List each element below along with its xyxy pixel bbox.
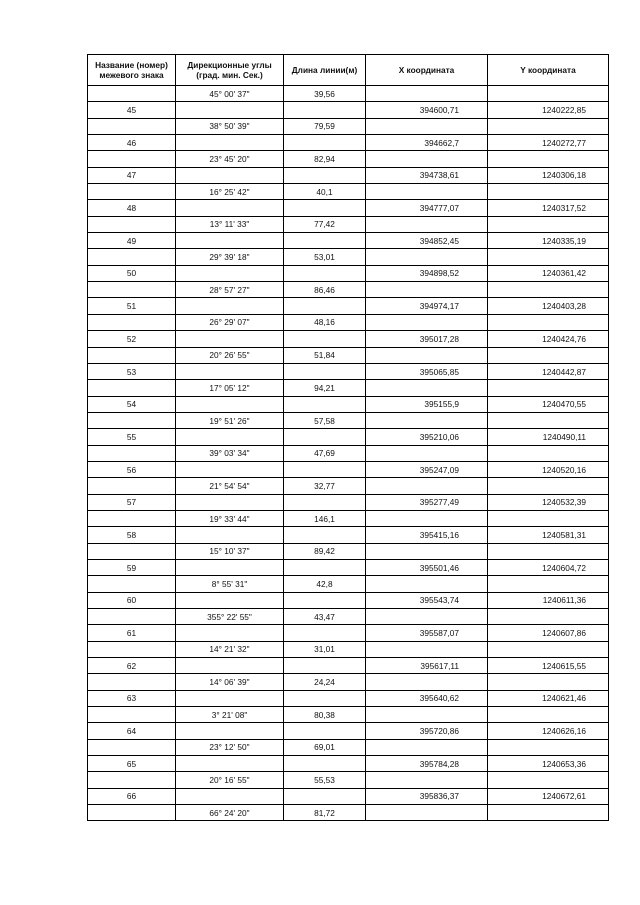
marker-name-cell: 64	[88, 723, 176, 739]
y-coordinate-cell	[488, 151, 609, 167]
x-coordinate-cell: 394662,7	[366, 135, 488, 151]
direction-angle-cell	[176, 788, 284, 804]
marker-name-cell: 66	[88, 788, 176, 804]
table-row	[88, 658, 609, 674]
x-coordinate-cell	[366, 118, 488, 134]
y-coordinate-cell	[488, 478, 609, 494]
table-header-row	[88, 55, 609, 86]
direction-angle-cell	[176, 559, 284, 575]
x-coordinate-cell	[366, 674, 488, 690]
x-coordinate-cell	[366, 151, 488, 167]
table-row	[88, 723, 609, 739]
y-coordinate-cell: 1240490,11	[488, 429, 609, 445]
x-coordinate-cell	[366, 445, 488, 461]
x-coordinate-cell: 395415,16	[366, 527, 488, 543]
line-length-cell	[284, 200, 366, 216]
x-coordinate-cell	[366, 380, 488, 396]
y-coordinate-cell: 1240306,18	[488, 167, 609, 183]
direction-angle-cell: 23° 12' 50"	[176, 739, 284, 755]
table-row	[88, 331, 609, 347]
x-coordinate-cell: 395720,86	[366, 723, 488, 739]
line-length-cell	[284, 363, 366, 379]
direction-angle-cell	[176, 200, 284, 216]
marker-name-cell	[88, 282, 176, 298]
direction-angle-cell	[176, 265, 284, 281]
x-coordinate-cell	[366, 216, 488, 232]
x-coordinate-cell: 395640,62	[366, 690, 488, 706]
table-row	[88, 216, 609, 232]
x-coordinate-cell	[366, 86, 488, 102]
direction-angle-cell: 13° 11' 33"	[176, 216, 284, 232]
x-coordinate-cell	[366, 772, 488, 788]
line-length-cell: 79,59	[284, 118, 366, 134]
table-row	[88, 200, 609, 216]
y-coordinate-cell: 1240672,61	[488, 788, 609, 804]
marker-name-cell: 48	[88, 200, 176, 216]
marker-name-cell	[88, 151, 176, 167]
marker-name-cell	[88, 805, 176, 821]
marker-name-cell: 65	[88, 756, 176, 772]
x-coordinate-cell	[366, 478, 488, 494]
x-coordinate-cell	[366, 314, 488, 330]
table-row	[88, 707, 609, 723]
marker-name-cell	[88, 478, 176, 494]
direction-angle-cell	[176, 167, 284, 183]
marker-name-cell	[88, 739, 176, 755]
marker-name-cell	[88, 543, 176, 559]
x-coordinate-cell: 395065,85	[366, 363, 488, 379]
table-row	[88, 559, 609, 575]
direction-angle-cell	[176, 331, 284, 347]
y-coordinate-cell	[488, 674, 609, 690]
direction-angle-cell: 3° 21' 08"	[176, 707, 284, 723]
table-row	[88, 609, 609, 625]
y-coordinate-cell: 1240653,36	[488, 756, 609, 772]
line-length-cell	[284, 527, 366, 543]
x-coordinate-cell: 395587,07	[366, 625, 488, 641]
marker-name-cell	[88, 510, 176, 526]
marker-name-cell: 47	[88, 167, 176, 183]
table-row	[88, 396, 609, 412]
direction-angle-cell	[176, 429, 284, 445]
marker-name-cell: 54	[88, 396, 176, 412]
table-row	[88, 298, 609, 314]
direction-angle-cell: 16° 25' 42"	[176, 184, 284, 200]
direction-angle-cell: 17° 05' 12"	[176, 380, 284, 396]
marker-name-cell: 57	[88, 494, 176, 510]
y-coordinate-cell: 1240607,86	[488, 625, 609, 641]
y-coordinate-cell: 1240361,42	[488, 265, 609, 281]
marker-name-cell	[88, 412, 176, 428]
y-coordinate-cell	[488, 118, 609, 134]
y-coordinate-cell: 1240615,55	[488, 658, 609, 674]
y-coordinate-cell	[488, 216, 609, 232]
table-row	[88, 690, 609, 706]
direction-angle-cell: 14° 06' 39"	[176, 674, 284, 690]
direction-angle-cell: 21° 54' 54"	[176, 478, 284, 494]
direction-angle-cell: 15° 10' 37"	[176, 543, 284, 559]
table-row	[88, 347, 609, 363]
direction-angle-cell: 45° 00' 37"	[176, 86, 284, 102]
marker-name-cell: 53	[88, 363, 176, 379]
direction-angle-cell	[176, 690, 284, 706]
direction-angle-cell	[176, 363, 284, 379]
table-row	[88, 805, 609, 821]
line-length-cell	[284, 135, 366, 151]
y-coordinate-cell	[488, 314, 609, 330]
x-coordinate-cell: 394738,61	[366, 167, 488, 183]
table-row	[88, 494, 609, 510]
x-coordinate-cell	[366, 576, 488, 592]
x-coordinate-cell: 394974,17	[366, 298, 488, 314]
y-coordinate-cell: 1240222,85	[488, 102, 609, 118]
direction-angle-cell	[176, 102, 284, 118]
y-coordinate-cell	[488, 249, 609, 265]
line-length-cell: 47,69	[284, 445, 366, 461]
header-direction-angle: Дирекционные углы (град. мин. Сек.)	[176, 55, 284, 86]
table-row	[88, 527, 609, 543]
line-length-cell: 32,77	[284, 478, 366, 494]
y-coordinate-cell	[488, 445, 609, 461]
marker-name-cell: 49	[88, 233, 176, 249]
table-row	[88, 363, 609, 379]
header-marker-name: Название (номер) межевого знака	[88, 55, 176, 86]
marker-name-cell: 50	[88, 265, 176, 281]
table-row	[88, 265, 609, 281]
direction-angle-cell	[176, 494, 284, 510]
y-coordinate-cell	[488, 380, 609, 396]
table-row	[88, 772, 609, 788]
table-body	[88, 86, 609, 821]
direction-angle-cell: 23° 45' 20"	[176, 151, 284, 167]
x-coordinate-cell: 395017,28	[366, 331, 488, 347]
table-row	[88, 576, 609, 592]
table-row	[88, 478, 609, 494]
x-coordinate-cell: 395155,9	[366, 396, 488, 412]
y-coordinate-cell: 1240403,28	[488, 298, 609, 314]
y-coordinate-cell: 1240581,31	[488, 527, 609, 543]
table-row	[88, 510, 609, 526]
line-length-cell: 69,01	[284, 739, 366, 755]
line-length-cell	[284, 265, 366, 281]
x-coordinate-cell	[366, 510, 488, 526]
x-coordinate-cell: 395836,37	[366, 788, 488, 804]
y-coordinate-cell: 1240532,39	[488, 494, 609, 510]
table-row	[88, 625, 609, 641]
direction-angle-cell	[176, 723, 284, 739]
direction-angle-cell	[176, 461, 284, 477]
table-row	[88, 118, 609, 134]
y-coordinate-cell	[488, 510, 609, 526]
x-coordinate-cell	[366, 412, 488, 428]
y-coordinate-cell	[488, 641, 609, 657]
y-coordinate-cell	[488, 543, 609, 559]
y-coordinate-cell	[488, 282, 609, 298]
marker-name-cell	[88, 445, 176, 461]
header-line-length: Длина линии(м)	[284, 55, 366, 86]
y-coordinate-cell: 1240424,76	[488, 331, 609, 347]
direction-angle-cell	[176, 135, 284, 151]
line-length-cell: 80,38	[284, 707, 366, 723]
direction-angle-cell: 28° 57' 27"	[176, 282, 284, 298]
y-coordinate-cell	[488, 609, 609, 625]
direction-angle-cell: 66° 24' 20"	[176, 805, 284, 821]
line-length-cell	[284, 233, 366, 249]
table-row	[88, 102, 609, 118]
line-length-cell: 48,16	[284, 314, 366, 330]
marker-name-cell	[88, 249, 176, 265]
direction-angle-cell	[176, 233, 284, 249]
y-coordinate-cell	[488, 412, 609, 428]
line-length-cell	[284, 298, 366, 314]
marker-name-cell	[88, 347, 176, 363]
y-coordinate-cell: 1240604,72	[488, 559, 609, 575]
table-row	[88, 249, 609, 265]
marker-name-cell: 60	[88, 592, 176, 608]
line-length-cell	[284, 658, 366, 674]
line-length-cell: 24,24	[284, 674, 366, 690]
y-coordinate-cell: 1240621,46	[488, 690, 609, 706]
line-length-cell: 81,72	[284, 805, 366, 821]
marker-name-cell: 52	[88, 331, 176, 347]
table-row	[88, 86, 609, 102]
direction-angle-cell	[176, 592, 284, 608]
marker-name-cell	[88, 576, 176, 592]
line-length-cell: 43,47	[284, 609, 366, 625]
line-length-cell	[284, 461, 366, 477]
y-coordinate-cell	[488, 347, 609, 363]
table-row	[88, 314, 609, 330]
x-coordinate-cell: 395543,74	[366, 592, 488, 608]
line-length-cell: 39,56	[284, 86, 366, 102]
line-length-cell: 57,58	[284, 412, 366, 428]
table-row	[88, 151, 609, 167]
line-length-cell	[284, 723, 366, 739]
marker-name-cell: 61	[88, 625, 176, 641]
direction-angle-cell	[176, 658, 284, 674]
direction-angle-cell: 20° 16' 55"	[176, 772, 284, 788]
x-coordinate-cell: 394777,07	[366, 200, 488, 216]
table-row	[88, 461, 609, 477]
marker-name-cell: 62	[88, 658, 176, 674]
y-coordinate-cell	[488, 707, 609, 723]
direction-angle-cell	[176, 527, 284, 543]
x-coordinate-cell	[366, 739, 488, 755]
marker-name-cell	[88, 772, 176, 788]
line-length-cell	[284, 756, 366, 772]
direction-angle-cell: 19° 51' 26"	[176, 412, 284, 428]
line-length-cell: 53,01	[284, 249, 366, 265]
line-length-cell: 82,94	[284, 151, 366, 167]
x-coordinate-cell	[366, 184, 488, 200]
line-length-cell: 42,8	[284, 576, 366, 592]
direction-angle-cell: 355° 22' 55"	[176, 609, 284, 625]
y-coordinate-cell: 1240626,16	[488, 723, 609, 739]
marker-name-cell: 58	[88, 527, 176, 543]
x-coordinate-cell: 395210,06	[366, 429, 488, 445]
direction-angle-cell	[176, 756, 284, 772]
y-coordinate-cell: 1240442,87	[488, 363, 609, 379]
marker-name-cell: 56	[88, 461, 176, 477]
marker-name-cell: 55	[88, 429, 176, 445]
line-length-cell: 55,53	[284, 772, 366, 788]
x-coordinate-cell: 395617,11	[366, 658, 488, 674]
line-length-cell	[284, 102, 366, 118]
marker-name-cell	[88, 184, 176, 200]
y-coordinate-cell	[488, 184, 609, 200]
line-length-cell	[284, 396, 366, 412]
line-length-cell	[284, 429, 366, 445]
y-coordinate-cell: 1240335,19	[488, 233, 609, 249]
marker-name-cell: 46	[88, 135, 176, 151]
y-coordinate-cell	[488, 805, 609, 821]
marker-name-cell	[88, 609, 176, 625]
direction-angle-cell: 26° 29' 07"	[176, 314, 284, 330]
table-row	[88, 739, 609, 755]
y-coordinate-cell: 1240272,77	[488, 135, 609, 151]
line-length-cell	[284, 167, 366, 183]
marker-name-cell	[88, 216, 176, 232]
y-coordinate-cell	[488, 772, 609, 788]
x-coordinate-cell: 394852,45	[366, 233, 488, 249]
header-x-coordinate: X координата	[366, 55, 488, 86]
boundary-coordinates-table	[87, 54, 609, 821]
table-row	[88, 167, 609, 183]
line-length-cell	[284, 494, 366, 510]
x-coordinate-cell: 395247,09	[366, 461, 488, 477]
line-length-cell	[284, 625, 366, 641]
line-length-cell: 86,46	[284, 282, 366, 298]
x-coordinate-cell: 395277,49	[366, 494, 488, 510]
x-coordinate-cell	[366, 805, 488, 821]
x-coordinate-cell	[366, 347, 488, 363]
y-coordinate-cell: 1240317,52	[488, 200, 609, 216]
marker-name-cell	[88, 314, 176, 330]
marker-name-cell	[88, 86, 176, 102]
direction-angle-cell: 20° 26' 55"	[176, 347, 284, 363]
x-coordinate-cell	[366, 249, 488, 265]
y-coordinate-cell	[488, 86, 609, 102]
header-y-coordinate: Y координата	[488, 55, 609, 86]
table-row	[88, 135, 609, 151]
line-length-cell	[284, 788, 366, 804]
x-coordinate-cell: 395501,46	[366, 559, 488, 575]
table-row	[88, 592, 609, 608]
line-length-cell: 89,42	[284, 543, 366, 559]
x-coordinate-cell	[366, 543, 488, 559]
direction-angle-cell	[176, 396, 284, 412]
marker-name-cell: 59	[88, 559, 176, 575]
table-row	[88, 641, 609, 657]
x-coordinate-cell	[366, 707, 488, 723]
x-coordinate-cell: 395784,28	[366, 756, 488, 772]
line-length-cell: 94,21	[284, 380, 366, 396]
x-coordinate-cell	[366, 641, 488, 657]
y-coordinate-cell	[488, 576, 609, 592]
y-coordinate-cell: 1240520,16	[488, 461, 609, 477]
line-length-cell: 146,1	[284, 510, 366, 526]
table-row	[88, 380, 609, 396]
marker-name-cell: 45	[88, 102, 176, 118]
x-coordinate-cell: 394600,71	[366, 102, 488, 118]
line-length-cell	[284, 690, 366, 706]
x-coordinate-cell	[366, 282, 488, 298]
marker-name-cell	[88, 380, 176, 396]
coordinates-document	[87, 54, 608, 821]
direction-angle-cell: 8° 55' 31"	[176, 576, 284, 592]
line-length-cell	[284, 592, 366, 608]
marker-name-cell: 51	[88, 298, 176, 314]
line-length-cell: 31,01	[284, 641, 366, 657]
line-length-cell: 77,42	[284, 216, 366, 232]
line-length-cell	[284, 559, 366, 575]
x-coordinate-cell: 394898,52	[366, 265, 488, 281]
y-coordinate-cell: 1240611,36	[488, 592, 609, 608]
table-row	[88, 429, 609, 445]
table-row	[88, 282, 609, 298]
direction-angle-cell	[176, 625, 284, 641]
table-row	[88, 543, 609, 559]
line-length-cell	[284, 331, 366, 347]
marker-name-cell	[88, 707, 176, 723]
marker-name-cell	[88, 674, 176, 690]
direction-angle-cell: 19° 33' 44"	[176, 510, 284, 526]
table-row	[88, 412, 609, 428]
marker-name-cell	[88, 641, 176, 657]
line-length-cell: 40,1	[284, 184, 366, 200]
table-row	[88, 788, 609, 804]
marker-name-cell: 63	[88, 690, 176, 706]
direction-angle-cell: 39° 03' 34"	[176, 445, 284, 461]
table-row	[88, 445, 609, 461]
direction-angle-cell: 14° 21' 32"	[176, 641, 284, 657]
y-coordinate-cell: 1240470,55	[488, 396, 609, 412]
table-row	[88, 233, 609, 249]
marker-name-cell	[88, 118, 176, 134]
table-row	[88, 674, 609, 690]
y-coordinate-cell	[488, 739, 609, 755]
direction-angle-cell: 38° 50' 39"	[176, 118, 284, 134]
line-length-cell: 51,84	[284, 347, 366, 363]
direction-angle-cell: 29° 39' 18"	[176, 249, 284, 265]
direction-angle-cell	[176, 298, 284, 314]
table-row	[88, 184, 609, 200]
table-row	[88, 756, 609, 772]
x-coordinate-cell	[366, 609, 488, 625]
